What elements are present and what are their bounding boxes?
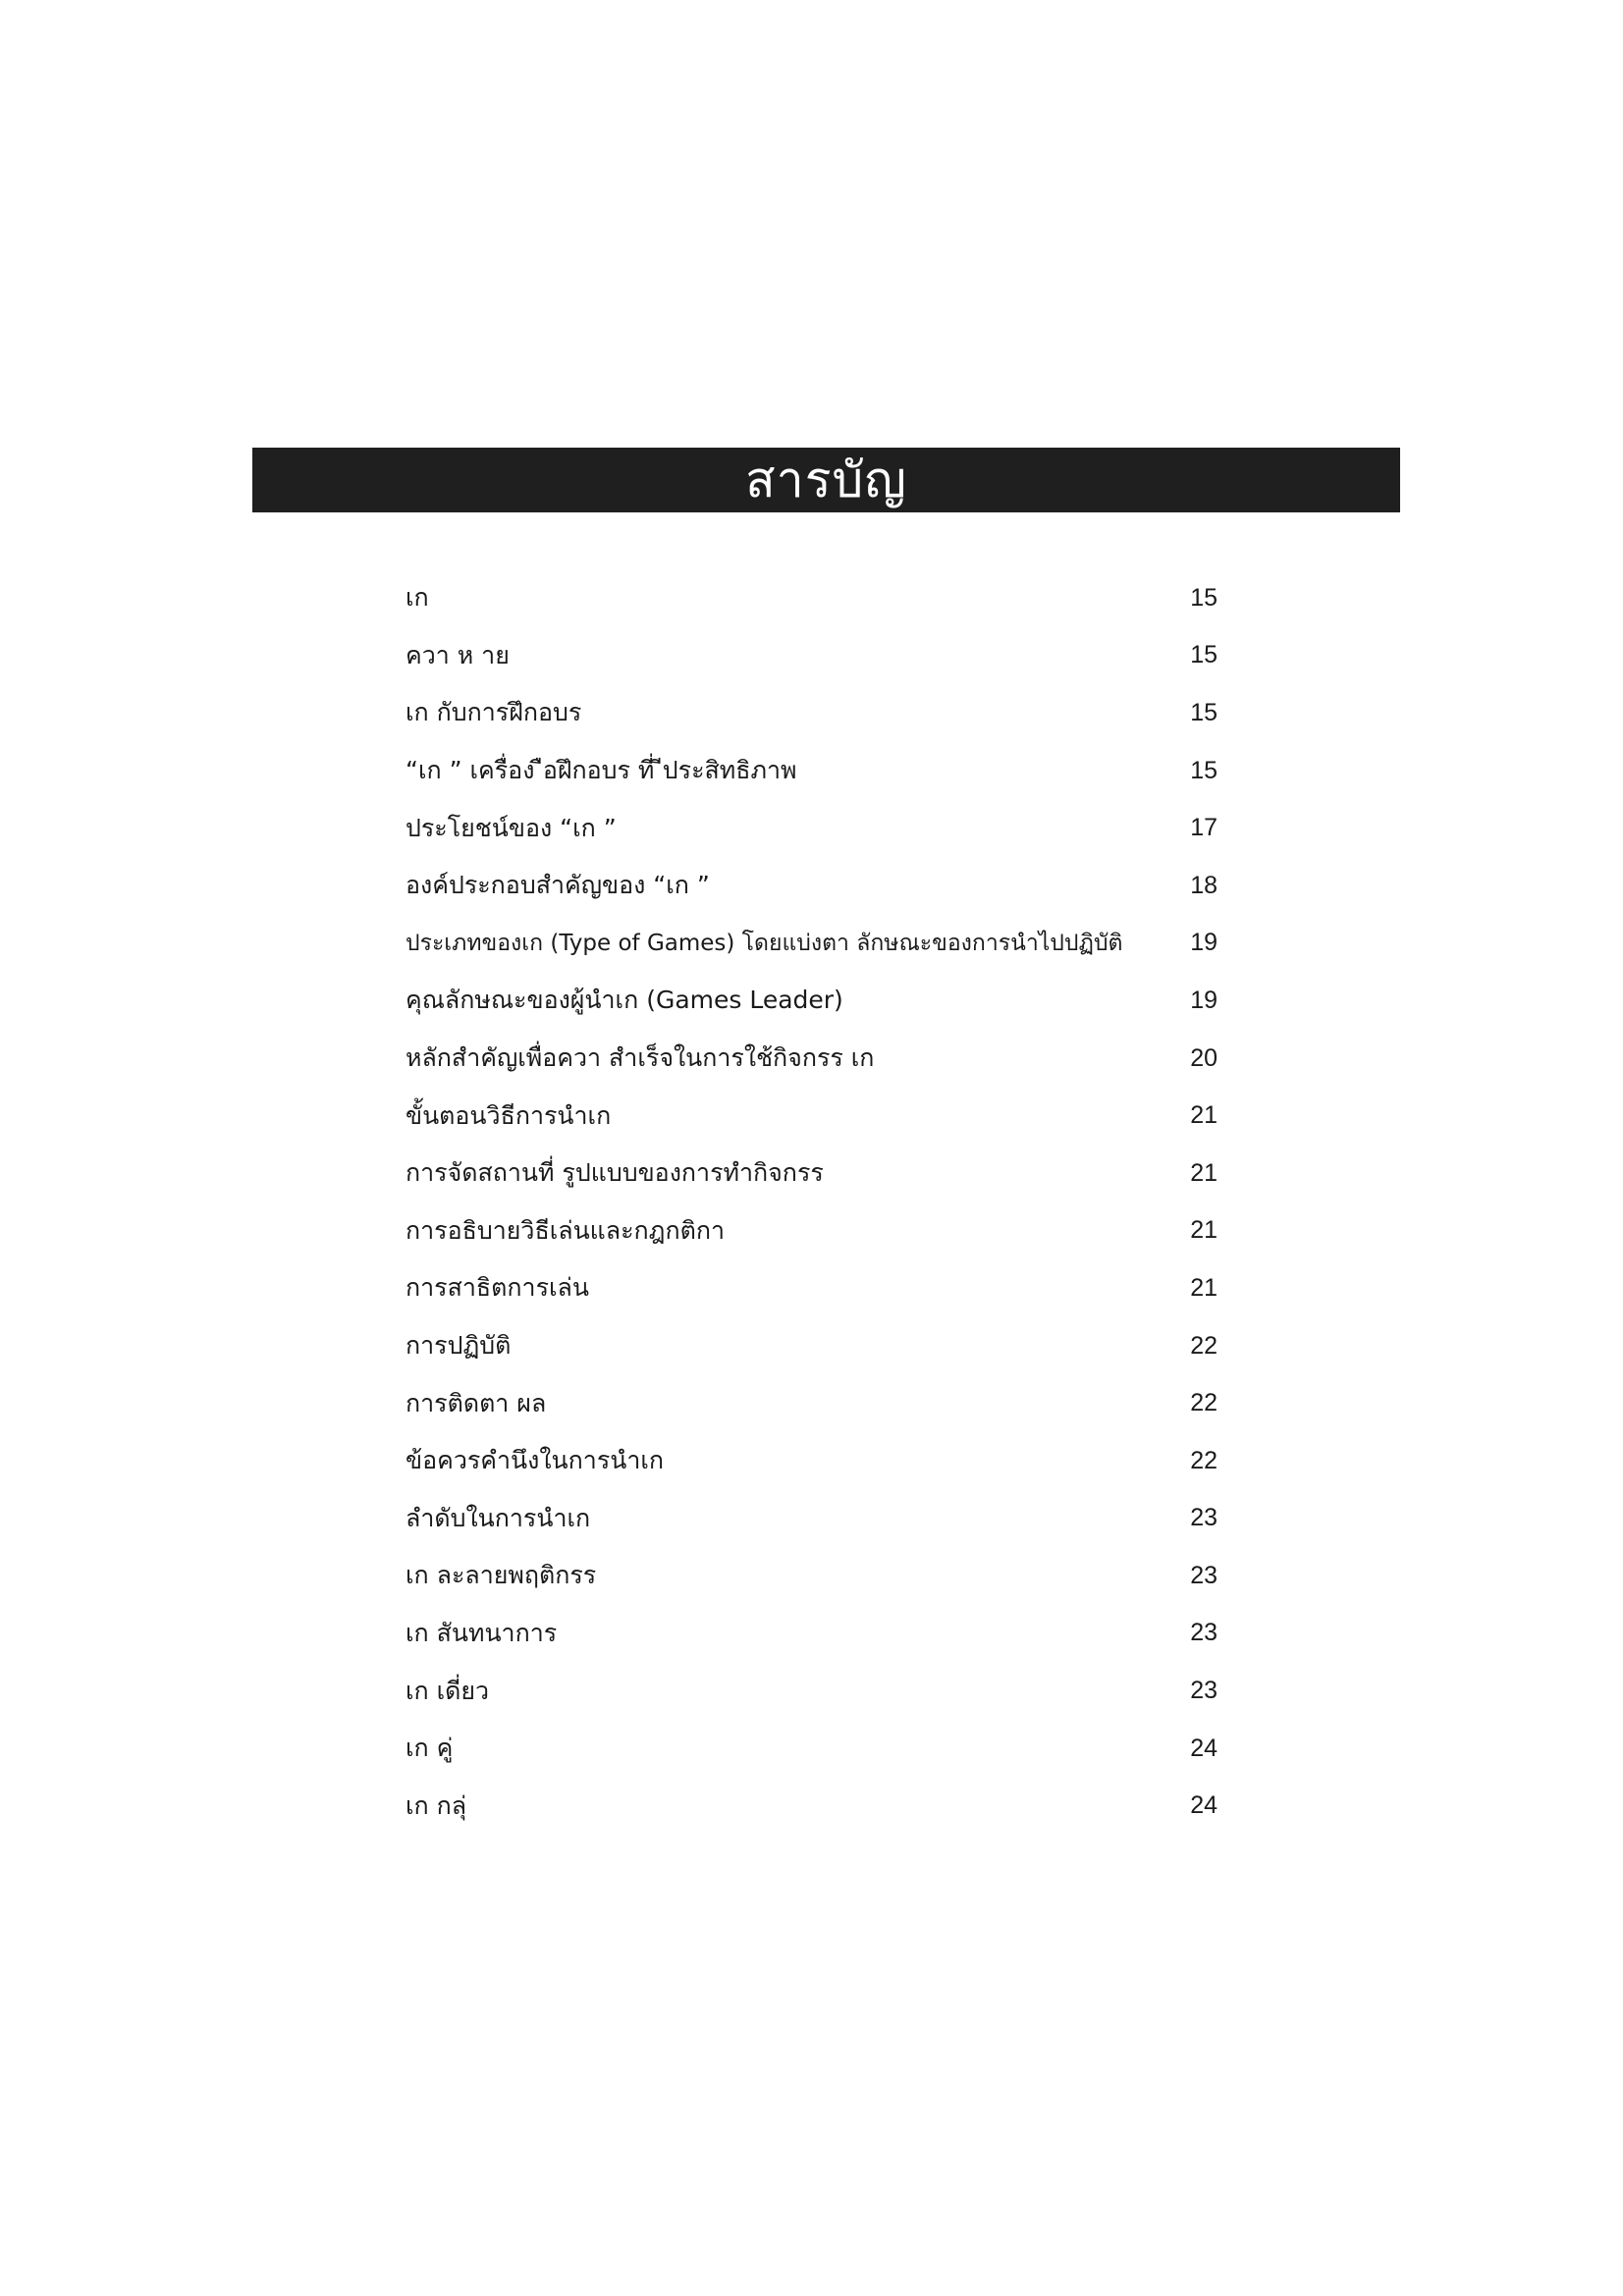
toc-entry[interactable] bbox=[406, 1259, 1217, 1317]
toc-entry-title: คุณลักษณะของผู้นำเก (Games Leader) bbox=[406, 986, 843, 1015]
toc-entry-page: 24 bbox=[1190, 1791, 1217, 1820]
toc-entry-title: การจัดสถานที่ รูปแบบของการทำกิจกรร bbox=[406, 1158, 824, 1188]
toc-entry-title: การอธิบายวิธีเล่นและกฎกติกา bbox=[406, 1215, 726, 1245]
toc-entry-page: 23 bbox=[1190, 1504, 1217, 1532]
toc-entry[interactable] bbox=[406, 1490, 1217, 1548]
toc-entry[interactable] bbox=[406, 1202, 1217, 1260]
toc-entry-page: 19 bbox=[1190, 929, 1217, 957]
toc-entry-page: 21 bbox=[1190, 1101, 1217, 1130]
toc-entry-page: 15 bbox=[1190, 698, 1217, 726]
toc-entry-page: 24 bbox=[1190, 1734, 1217, 1762]
toc-entry[interactable] bbox=[406, 569, 1217, 627]
toc-entry[interactable] bbox=[406, 1030, 1217, 1088]
toc-entry-page: 20 bbox=[1190, 1043, 1217, 1072]
toc-entry[interactable] bbox=[406, 1145, 1217, 1202]
toc-entry[interactable] bbox=[406, 1777, 1217, 1835]
toc-entry-title: ประเภทของเก (Type of Games) โดยแบ่งตา ลักษณะของการนำไปปฏิบัติ bbox=[406, 930, 1123, 956]
toc-entry-title: องค์ประกอบสำคัญของ “เก ” bbox=[406, 871, 710, 900]
toc-entry-title: เก bbox=[406, 583, 429, 613]
toc-entry-title: การปฏิบัติ bbox=[406, 1331, 512, 1361]
toc-entry-title: เก ละลายพฤติกรร bbox=[406, 1561, 597, 1590]
toc-title-bar bbox=[252, 448, 1400, 512]
toc-entry-title: เก สันทนาการ bbox=[406, 1618, 558, 1647]
toc-entry-title: ข้อควรคำนึงในการนำเก bbox=[406, 1446, 665, 1475]
toc-entry-page: 22 bbox=[1190, 1446, 1217, 1474]
toc-entry-page: 23 bbox=[1190, 1677, 1217, 1705]
toc-entry[interactable] bbox=[406, 742, 1217, 800]
toc-entry[interactable] bbox=[406, 1432, 1217, 1490]
toc-entry-title: ขั้นตอนวิธีการนำเก bbox=[406, 1100, 612, 1130]
toc-entry[interactable] bbox=[406, 1662, 1217, 1720]
toc-entry[interactable] bbox=[406, 1547, 1217, 1605]
toc-entry-title: การติดตา ผล bbox=[406, 1388, 547, 1417]
toc-entry-title: หลักสำคัญเพื่อควา สำเร็จในการใช้กิจกรร เก bbox=[406, 1043, 875, 1073]
table-of-contents bbox=[406, 569, 1217, 1835]
toc-entry[interactable] bbox=[406, 915, 1217, 973]
toc-entry[interactable] bbox=[406, 1605, 1217, 1663]
toc-entry-page: 22 bbox=[1190, 1389, 1217, 1417]
toc-entry-page: 15 bbox=[1190, 756, 1217, 784]
toc-entry[interactable] bbox=[406, 1720, 1217, 1778]
toc-entry-page: 19 bbox=[1190, 986, 1217, 1014]
toc-entry-title: ลำดับในการนำเก bbox=[406, 1503, 591, 1532]
toc-entry[interactable] bbox=[406, 972, 1217, 1030]
toc-entry[interactable] bbox=[406, 857, 1217, 915]
toc-entry[interactable] bbox=[406, 1317, 1217, 1375]
toc-entry-title: ควา ห าย bbox=[406, 640, 510, 669]
toc-entry[interactable] bbox=[406, 1374, 1217, 1432]
toc-entry[interactable] bbox=[406, 1087, 1217, 1145]
toc-entry-title: ประโยชน์ของ “เก ” bbox=[406, 813, 617, 842]
toc-entry-page: 17 bbox=[1190, 814, 1217, 842]
toc-entry-title: เก คู่ bbox=[406, 1734, 454, 1763]
toc-entry-page: 15 bbox=[1190, 583, 1217, 612]
toc-entry-page: 21 bbox=[1190, 1216, 1217, 1245]
toc-entry-page: 23 bbox=[1190, 1619, 1217, 1647]
toc-entry-title: “เก ” เครื่อง ือฝึกอบร ที่ ีประสิทธิภาพ bbox=[406, 756, 797, 785]
toc-entry-page: 23 bbox=[1190, 1561, 1217, 1589]
toc-entry-page: 22 bbox=[1190, 1331, 1217, 1360]
toc-entry-page: 21 bbox=[1190, 1158, 1217, 1187]
toc-entry-page: 15 bbox=[1190, 641, 1217, 669]
toc-entry[interactable] bbox=[406, 627, 1217, 685]
toc-entry-page: 21 bbox=[1190, 1273, 1217, 1302]
toc-entry-title: การสาธิตการเล่น bbox=[406, 1273, 589, 1303]
toc-entry-title: เก เดี่ยว bbox=[406, 1676, 490, 1705]
toc-entry-page: 18 bbox=[1190, 871, 1217, 899]
toc-entry[interactable] bbox=[406, 799, 1217, 857]
toc-entry[interactable] bbox=[406, 684, 1217, 742]
toc-entry-title: เก กับการฝึกอบร bbox=[406, 698, 582, 727]
toc-entry-title: เก กลุ่ bbox=[406, 1790, 467, 1820]
page-title: สารบัญ bbox=[745, 452, 907, 508]
